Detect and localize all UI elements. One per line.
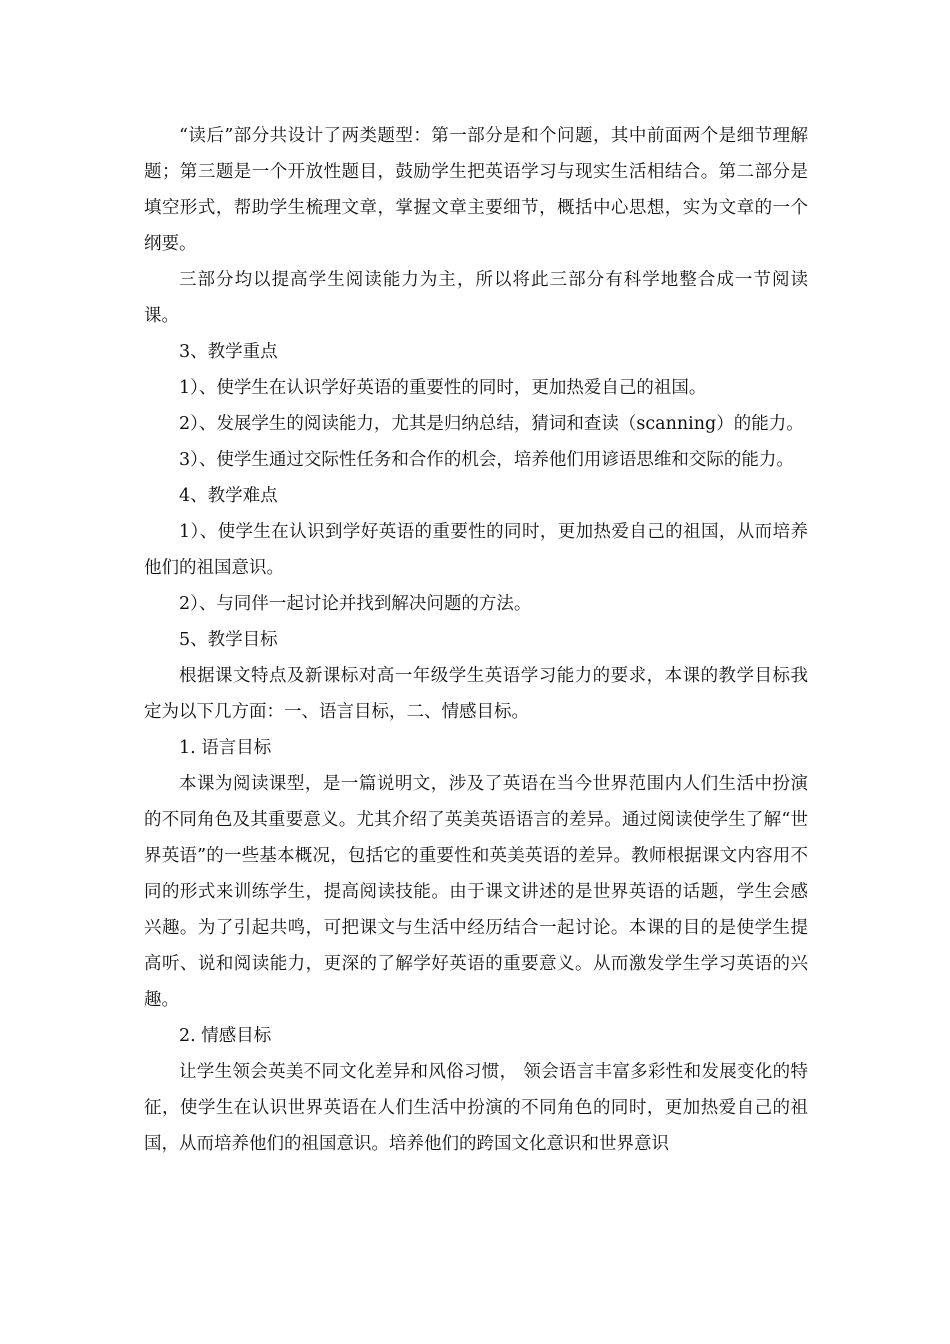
paragraph-goals-intro: 根据课文特点及新课标对高一年级学生英语学习能力的要求，本课的教学目标我定为以下几方面：一、语言目标，二、情感目标。 bbox=[144, 666, 808, 722]
document-body bbox=[144, 118, 808, 1162]
difficulty-item-1: 1）、使学生在认识到学好英语的重要性的同时，更加热爱自己的祖国，从而培养他们的祖国意识。 bbox=[144, 522, 808, 578]
subheading-language-goal: 1. 语言目标 bbox=[179, 738, 272, 758]
subheading-emotional-goal: 2. 情感目标 bbox=[179, 1026, 272, 1046]
focus-item-2: 2）、发展学生的阅读能力，尤其是归纳总结，猜词和查读（scanning）的能力。 bbox=[179, 414, 804, 434]
heading-teaching-goals: 5、教学目标 bbox=[179, 630, 278, 650]
paragraph-post-reading: “读后”部分共设计了两类题型：第一部分是和个问题，其中前面两个是细节理解题；第三题是一个开放性题目，鼓励学生把英语学习与现实生活相结合。第二部分是填空形式，帮助学生梳理文章，掌握文章主要细节，概括中心思想，实为文章的一个纲要。 bbox=[144, 126, 808, 254]
paragraph-emotional-goal: 让学生领会英美不同文化差异和风俗习惯， 领会语言丰富多彩性和发展变化的特征，使学生在认识世界英语在人们生活中扮演的不同角色的同时，更加热爱自己的祖国，从而培养他们的祖国意识。培养他们的跨国文化意识和世界意识 bbox=[144, 1062, 808, 1154]
difficulty-item-2: 2）、与同伴一起讨论并找到解决问题的方法。 bbox=[179, 594, 532, 614]
paragraph-three-parts: 三部分均以提高学生阅读能力为主，所以将此三部分有科学地整合成一节阅读课。 bbox=[144, 270, 808, 326]
heading-teaching-focus: 3、教学重点 bbox=[179, 342, 278, 362]
focus-item-1: 1）、使学生在认识学好英语的重要性的同时，更加热爱自己的祖国。 bbox=[179, 378, 707, 398]
focus-item-3: 3）、使学生通过交际性任务和合作的机会，培养他们用谚语思维和交际的能力。 bbox=[179, 450, 794, 470]
paragraph-language-goal: 本课为阅读课型，是一篇说明文，涉及了英语在当今世界范围内人们生活中扮演的不同角色及其重要意义。尤其介绍了英美英语语言的差异。通过阅读使学生了解“世界英语”的一些基本概况，包括它的重要性和英美英语的差异。教师根据课文内容用不同的形式来训练学生，提高阅读技能。由于课文讲述的是世界英语的话题，学生会感兴趣。为了引起共鸣，可把课文与生活中经历结合一起讨论。本课的目的是使学生提高听、说和阅读能力，更深的了解学好英语的重要意义。从而激发学生学习英语的兴趣。 bbox=[144, 774, 808, 1010]
heading-teaching-difficulty: 4、教学难点 bbox=[179, 486, 278, 506]
